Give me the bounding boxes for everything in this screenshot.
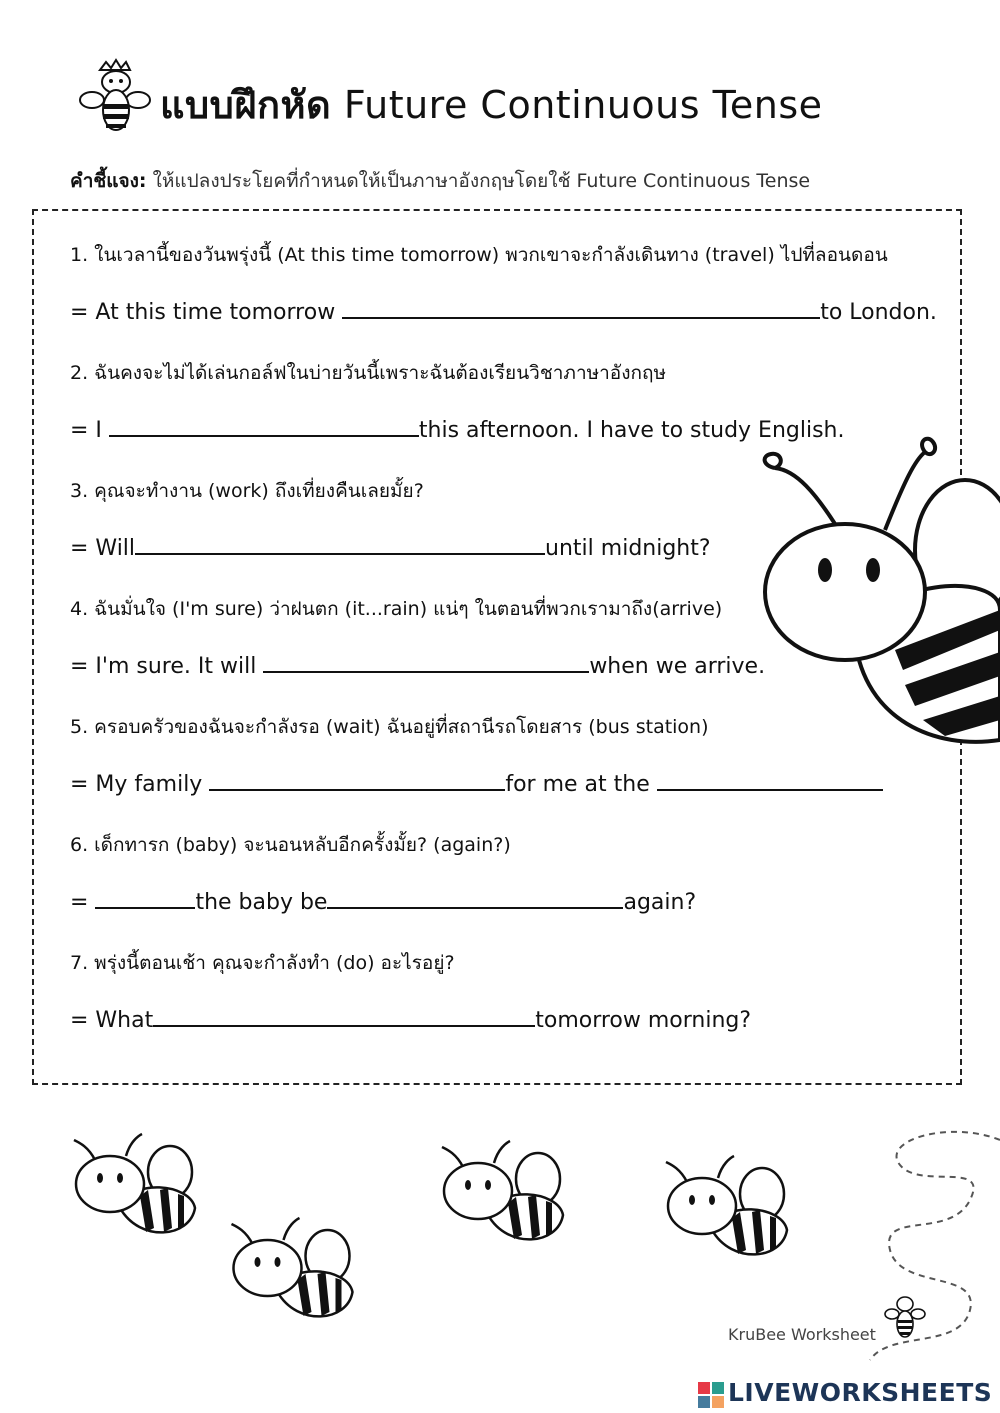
instruction-label: คำชี้แจง: bbox=[70, 170, 147, 192]
page-title bbox=[160, 74, 823, 135]
question-6-prompt: 6. เด็กทารก (baby) จะนอนหลับอีกครั้งมั้ย? (again?) bbox=[70, 834, 511, 856]
question-6-answer: = the baby be again? bbox=[70, 887, 696, 915]
question-4-answer: = I'm sure. It will when we arrive. bbox=[70, 651, 765, 679]
answer-blank-4[interactable] bbox=[263, 651, 589, 673]
question-1-answer: = At this time tomorrow to London. bbox=[70, 297, 937, 325]
liveworksheets-logo-icon bbox=[698, 1382, 724, 1408]
small-bee-2-illustration bbox=[225, 1212, 360, 1332]
answer-blank-2[interactable] bbox=[109, 415, 419, 437]
answer-blank-6a[interactable] bbox=[95, 887, 195, 909]
title-english: Future Continuous Tense bbox=[343, 83, 823, 127]
answer-blank-7[interactable] bbox=[153, 1005, 535, 1027]
small-bee-3-illustration bbox=[438, 1135, 568, 1255]
answer-blank-5b[interactable] bbox=[657, 769, 883, 791]
answer-blank-6b[interactable] bbox=[327, 887, 623, 909]
question-4-prompt: 4. ฉันมั่นใจ (I'm sure) ว่าฝนตก (it...rain) แน่ๆ ในตอนที่พวกเรามาถึง(arrive) bbox=[70, 598, 723, 620]
instruction-text: ให้แปลงประโยคที่กำหนดให้เป็นภาษาอังกฤษโดยใช้ Future Continuous Tense bbox=[152, 170, 811, 192]
liveworksheets-brand[interactable]: LIVEWORKSHEETS bbox=[728, 1378, 993, 1407]
footer-bee-icon bbox=[884, 1290, 926, 1346]
question-2-prompt: 2. ฉันคงจะไม่ได้เล่นกอล์ฟในบ่ายวันนี้เพราะฉันต้องเรียนวิชาภาษาอังกฤษ bbox=[70, 362, 667, 384]
answer-blank-5a[interactable] bbox=[209, 769, 505, 791]
footer-credit: KruBee Worksheet bbox=[728, 1325, 876, 1344]
question-3-prompt: 3. คุณจะทำงาน (work) ถึงเที่ยงคืนเลยมั้ย? bbox=[70, 480, 424, 502]
question-1-prompt: 1. ในเวลานี้ของวันพรุ่งนี้ (At this time tomorrow) พวกเขาจะกำลังเดินทาง (travel) ไปที่ลอนดอน bbox=[70, 244, 888, 266]
question-7-answer: = What tomorrow morning? bbox=[70, 1005, 751, 1033]
question-3-answer: = Will until midnight? bbox=[70, 533, 711, 561]
instruction bbox=[70, 166, 810, 196]
small-bee-1-illustration bbox=[70, 1128, 200, 1248]
small-bee-4-illustration bbox=[662, 1150, 792, 1270]
large-bee-illustration bbox=[755, 430, 1000, 750]
answer-blank-3[interactable] bbox=[135, 533, 545, 555]
question-5-answer: = My family for me at the bbox=[70, 769, 883, 797]
question-7-prompt: 7. พรุ่งนี้ตอนเช้า คุณจะกำลังทำ (do) อะไรอยู่? bbox=[70, 952, 455, 974]
answer-blank-1[interactable] bbox=[342, 297, 820, 319]
bee-logo-icon bbox=[78, 58, 152, 138]
question-2-answer: = I this afternoon. I have to study English. bbox=[70, 415, 844, 443]
flight-trail-decoration bbox=[860, 1120, 1000, 1370]
title-thai: แบบฝึกหัด bbox=[160, 83, 332, 127]
question-5-prompt: 5. ครอบครัวของฉันจะกำลังรอ (wait) ฉันอยู่ที่สถานีรถโดยสาร (bus station) bbox=[70, 716, 709, 738]
